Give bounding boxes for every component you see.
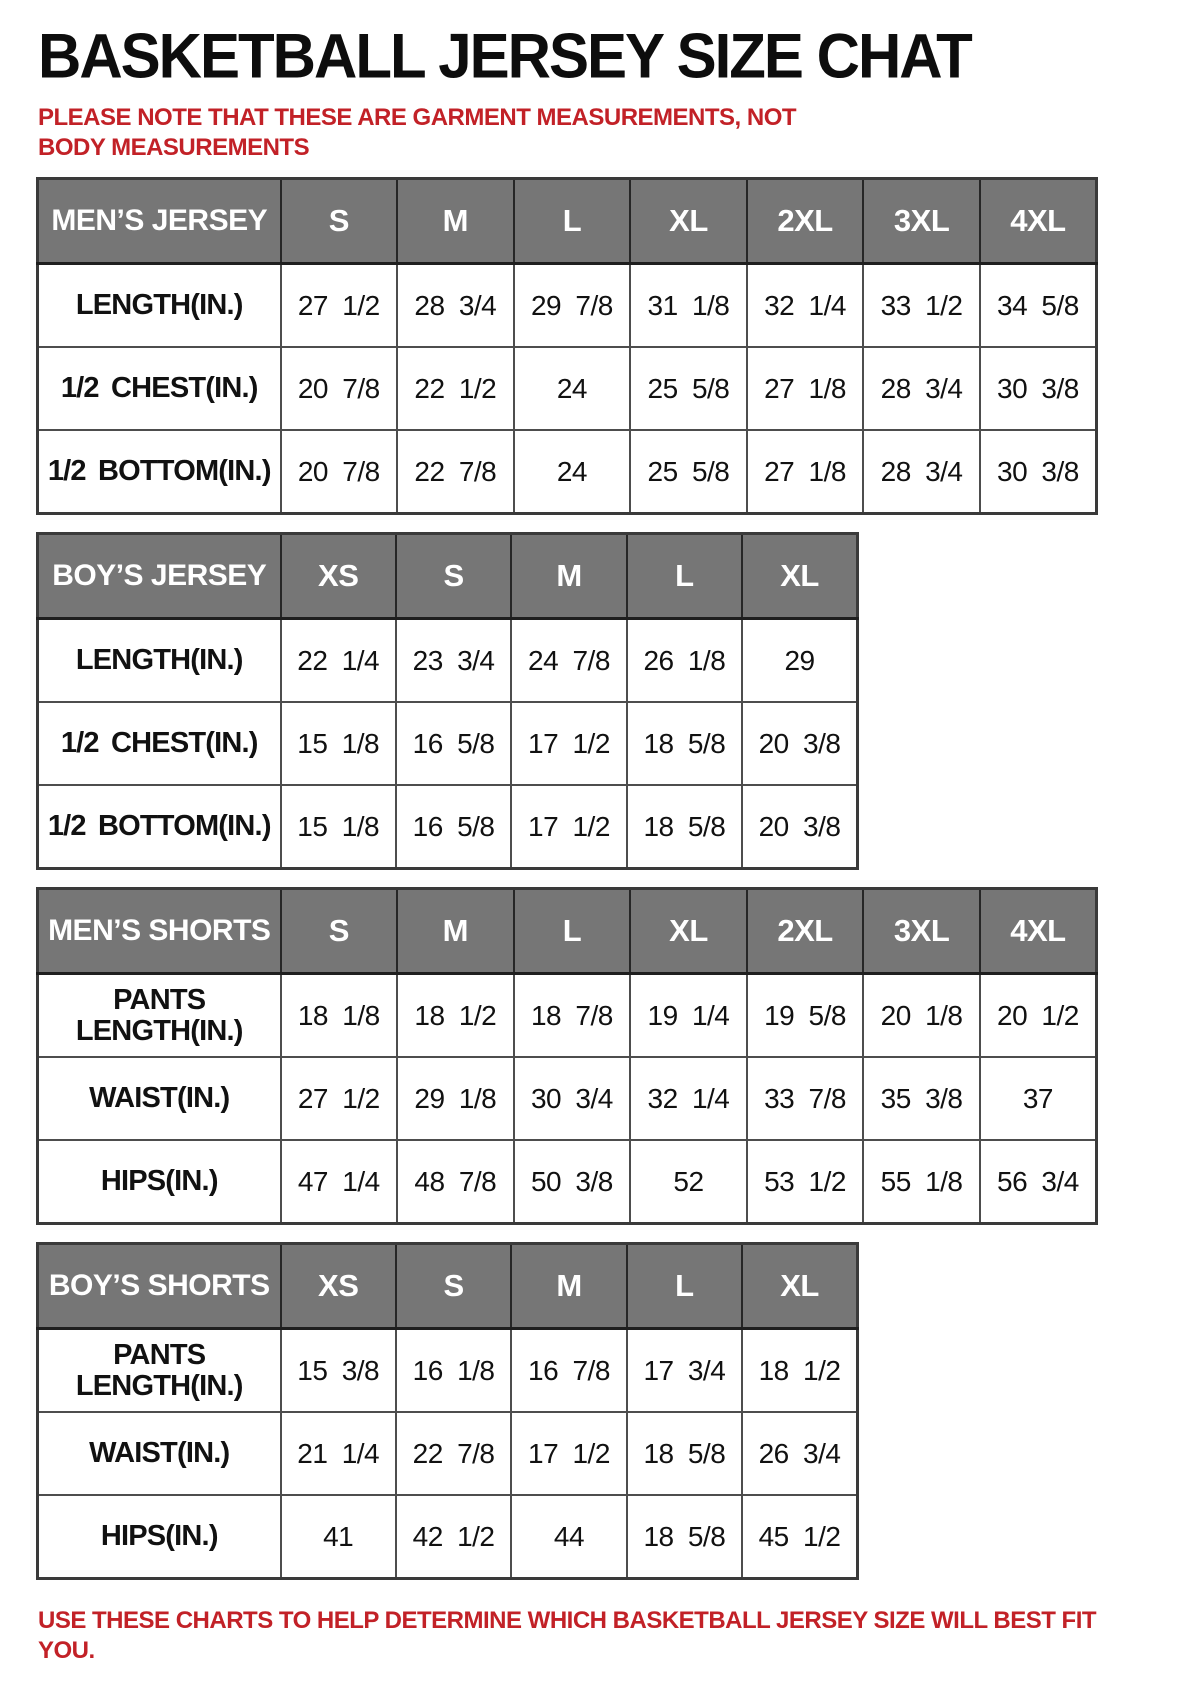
- table-row: [38, 619, 858, 703]
- size-header-cell: 2XL: [747, 179, 864, 264]
- measurement-cell: 17 1/2: [511, 702, 626, 785]
- mens-jersey-table: [36, 177, 1098, 515]
- measurement-cell: 18 5/8: [627, 1412, 742, 1495]
- measurement-cell: 24: [514, 347, 631, 430]
- measurement-cell: 20 3/8: [742, 702, 857, 785]
- row-label: 1/2 BOTTOM(IN.): [38, 430, 281, 514]
- boys-shorts-table: [36, 1242, 859, 1580]
- measurement-cell: 24 7/8: [511, 619, 626, 703]
- size-header-cell: S: [281, 179, 398, 264]
- row-label: HIPS(IN.): [38, 1495, 281, 1579]
- measurement-cell: 33 1/2: [863, 264, 980, 348]
- measurement-cell: 42 1/2: [396, 1495, 511, 1579]
- row-label: PANTS LENGTH(IN.): [38, 1329, 281, 1413]
- size-header-cell: 3XL: [863, 889, 980, 974]
- size-header-cell: XL: [742, 534, 857, 619]
- size-header-cell: 3XL: [863, 179, 980, 264]
- measurement-cell: 30 3/8: [980, 430, 1097, 514]
- measurement-cell: 37: [980, 1057, 1097, 1140]
- measurement-cell: 18 1/2: [397, 974, 514, 1058]
- measurement-cell: 29: [742, 619, 857, 703]
- table-row: [38, 1495, 858, 1579]
- measurement-cell: 18 7/8: [514, 974, 631, 1058]
- size-header-cell: XS: [281, 534, 396, 619]
- size-header-cell: XL: [630, 889, 747, 974]
- measurement-cell: 32 1/4: [630, 1057, 747, 1140]
- measurement-cell: 34 5/8: [980, 264, 1097, 348]
- size-header-cell: S: [396, 534, 511, 619]
- size-header-cell: XS: [281, 1244, 396, 1329]
- measurement-cell: 16 1/8: [396, 1329, 511, 1413]
- measurement-cell: 29 7/8: [514, 264, 631, 348]
- size-header-cell: M: [511, 1244, 626, 1329]
- measurement-cell: 25 5/8: [630, 430, 747, 514]
- table-row: [38, 1057, 1097, 1140]
- garment-measurement-note: PLEASE NOTE THAT THESE ARE GARMENT MEASUREMENTS, NOT BODY MEASUREMENTS: [38, 104, 797, 161]
- measurement-cell: 30 3/4: [514, 1057, 631, 1140]
- measurement-cell: 16 5/8: [396, 785, 511, 869]
- measurement-cell: 22 7/8: [397, 430, 514, 514]
- measurement-cell: 18 5/8: [627, 702, 742, 785]
- measurement-cell: 28 3/4: [397, 264, 514, 348]
- measurement-cell: 32 1/4: [747, 264, 864, 348]
- table-header-row: [38, 1244, 858, 1329]
- size-header-cell: XL: [742, 1244, 857, 1329]
- row-label: WAIST(IN.): [38, 1412, 281, 1495]
- measurement-cell: 52: [630, 1140, 747, 1224]
- measurement-cell: 33 7/8: [747, 1057, 864, 1140]
- table-row: [38, 785, 858, 869]
- measurement-cell: 15 3/8: [281, 1329, 396, 1413]
- size-header-cell: L: [627, 1244, 742, 1329]
- measurement-cell: 27 1/8: [747, 430, 864, 514]
- table-row: [38, 1329, 858, 1413]
- measurement-cell: 28 3/4: [863, 430, 980, 514]
- measurement-cell: 20 3/8: [742, 785, 857, 869]
- measurement-cell: 56 3/4: [980, 1140, 1097, 1224]
- measurement-cell: 17 1/2: [511, 1412, 626, 1495]
- table-row: [38, 702, 858, 785]
- size-header-cell: 2XL: [747, 889, 864, 974]
- measurement-cell: 24: [514, 430, 631, 514]
- measurement-cell: 19 5/8: [747, 974, 864, 1058]
- measurement-cell: 18 5/8: [627, 1495, 742, 1579]
- table-row: [38, 1412, 858, 1495]
- measurement-cell: 16 5/8: [396, 702, 511, 785]
- measurement-cell: 31 1/8: [630, 264, 747, 348]
- measurement-cell: 29 1/8: [397, 1057, 514, 1140]
- table-header-row: [38, 889, 1097, 974]
- measurement-cell: 53 1/2: [747, 1140, 864, 1224]
- row-label: LENGTH(IN.): [38, 619, 281, 703]
- size-header-cell: 4XL: [980, 889, 1097, 974]
- mens-shorts-table: [36, 887, 1098, 1225]
- row-label: 1/2 CHEST(IN.): [38, 702, 281, 785]
- measurement-cell: 18 1/8: [281, 974, 398, 1058]
- size-header-cell: M: [397, 889, 514, 974]
- size-header-cell: 4XL: [980, 179, 1097, 264]
- size-header-cell: L: [514, 889, 631, 974]
- measurement-cell: 22 7/8: [396, 1412, 511, 1495]
- row-label: HIPS(IN.): [38, 1140, 281, 1224]
- measurement-cell: 21 1/4: [281, 1412, 396, 1495]
- measurement-cell: 22 1/2: [397, 347, 514, 430]
- table-row: [38, 264, 1097, 348]
- row-label: WAIST(IN.): [38, 1057, 281, 1140]
- size-header-cell: M: [511, 534, 626, 619]
- row-label: 1/2 CHEST(IN.): [38, 347, 281, 430]
- table-row: [38, 974, 1097, 1058]
- measurement-cell: 26 1/8: [627, 619, 742, 703]
- measurement-cell: 47 1/4: [281, 1140, 398, 1224]
- measurement-cell: 27 1/2: [281, 1057, 398, 1140]
- measurement-cell: 22 1/4: [281, 619, 396, 703]
- fit-guidance-note: USE THESE CHARTS TO HELP DETERMINE WHICH BASKETBALL JERSEY SIZE WILL BEST FIT YOU.: [38, 1607, 1097, 1664]
- measurement-cell: 20 7/8: [281, 430, 398, 514]
- measurement-cell: 44: [511, 1495, 626, 1579]
- row-label: PANTS LENGTH(IN.): [38, 974, 281, 1058]
- measurement-cell: 50 3/8: [514, 1140, 631, 1224]
- measurement-cell: 20 1/8: [863, 974, 980, 1058]
- size-header-cell: S: [281, 889, 398, 974]
- measurement-cell: 41: [281, 1495, 396, 1579]
- size-header-cell: L: [627, 534, 742, 619]
- size-header-cell: M: [397, 179, 514, 264]
- table-title-cell: MEN’S SHORTS: [38, 889, 281, 974]
- measurement-cell: 30 3/8: [980, 347, 1097, 430]
- measurement-cell: 55 1/8: [863, 1140, 980, 1224]
- measurement-cell: 15 1/8: [281, 785, 396, 869]
- table-header-row: [38, 534, 858, 619]
- measurement-cell: 45 1/2: [742, 1495, 857, 1579]
- measurement-cell: 20 7/8: [281, 347, 398, 430]
- row-label: LENGTH(IN.): [38, 264, 281, 348]
- measurement-cell: 18 5/8: [627, 785, 742, 869]
- measurement-cell: 26 3/4: [742, 1412, 857, 1495]
- measurement-cell: 16 7/8: [511, 1329, 626, 1413]
- measurement-cell: 15 1/8: [281, 702, 396, 785]
- row-label: 1/2 BOTTOM(IN.): [38, 785, 281, 869]
- measurement-cell: 35 3/8: [863, 1057, 980, 1140]
- measurement-cell: 25 5/8: [630, 347, 747, 430]
- table-row: [38, 430, 1097, 514]
- measurement-cell: 18 1/2: [742, 1329, 857, 1413]
- size-header-cell: L: [514, 179, 631, 264]
- boys-jersey-table: [36, 532, 859, 870]
- size-header-cell: XL: [630, 179, 747, 264]
- table-title-cell: BOY’S JERSEY: [38, 534, 281, 619]
- measurement-cell: 28 3/4: [863, 347, 980, 430]
- table-title-cell: MEN’S JERSEY: [38, 179, 281, 264]
- measurement-cell: 17 1/2: [511, 785, 626, 869]
- measurement-cell: 20 1/2: [980, 974, 1097, 1058]
- measurement-cell: 27 1/2: [281, 264, 398, 348]
- table-title-cell: BOY’S SHORTS: [38, 1244, 281, 1329]
- table-header-row: [38, 179, 1097, 264]
- measurement-cell: 19 1/4: [630, 974, 747, 1058]
- page-title: BASKETBALL JERSEY SIZE CHAT: [38, 21, 971, 92]
- table-row: [38, 1140, 1097, 1224]
- measurement-cell: 17 3/4: [627, 1329, 742, 1413]
- measurement-cell: 48 7/8: [397, 1140, 514, 1224]
- size-header-cell: S: [396, 1244, 511, 1329]
- measurement-cell: 27 1/8: [747, 347, 864, 430]
- table-row: [38, 347, 1097, 430]
- measurement-cell: 23 3/4: [396, 619, 511, 703]
